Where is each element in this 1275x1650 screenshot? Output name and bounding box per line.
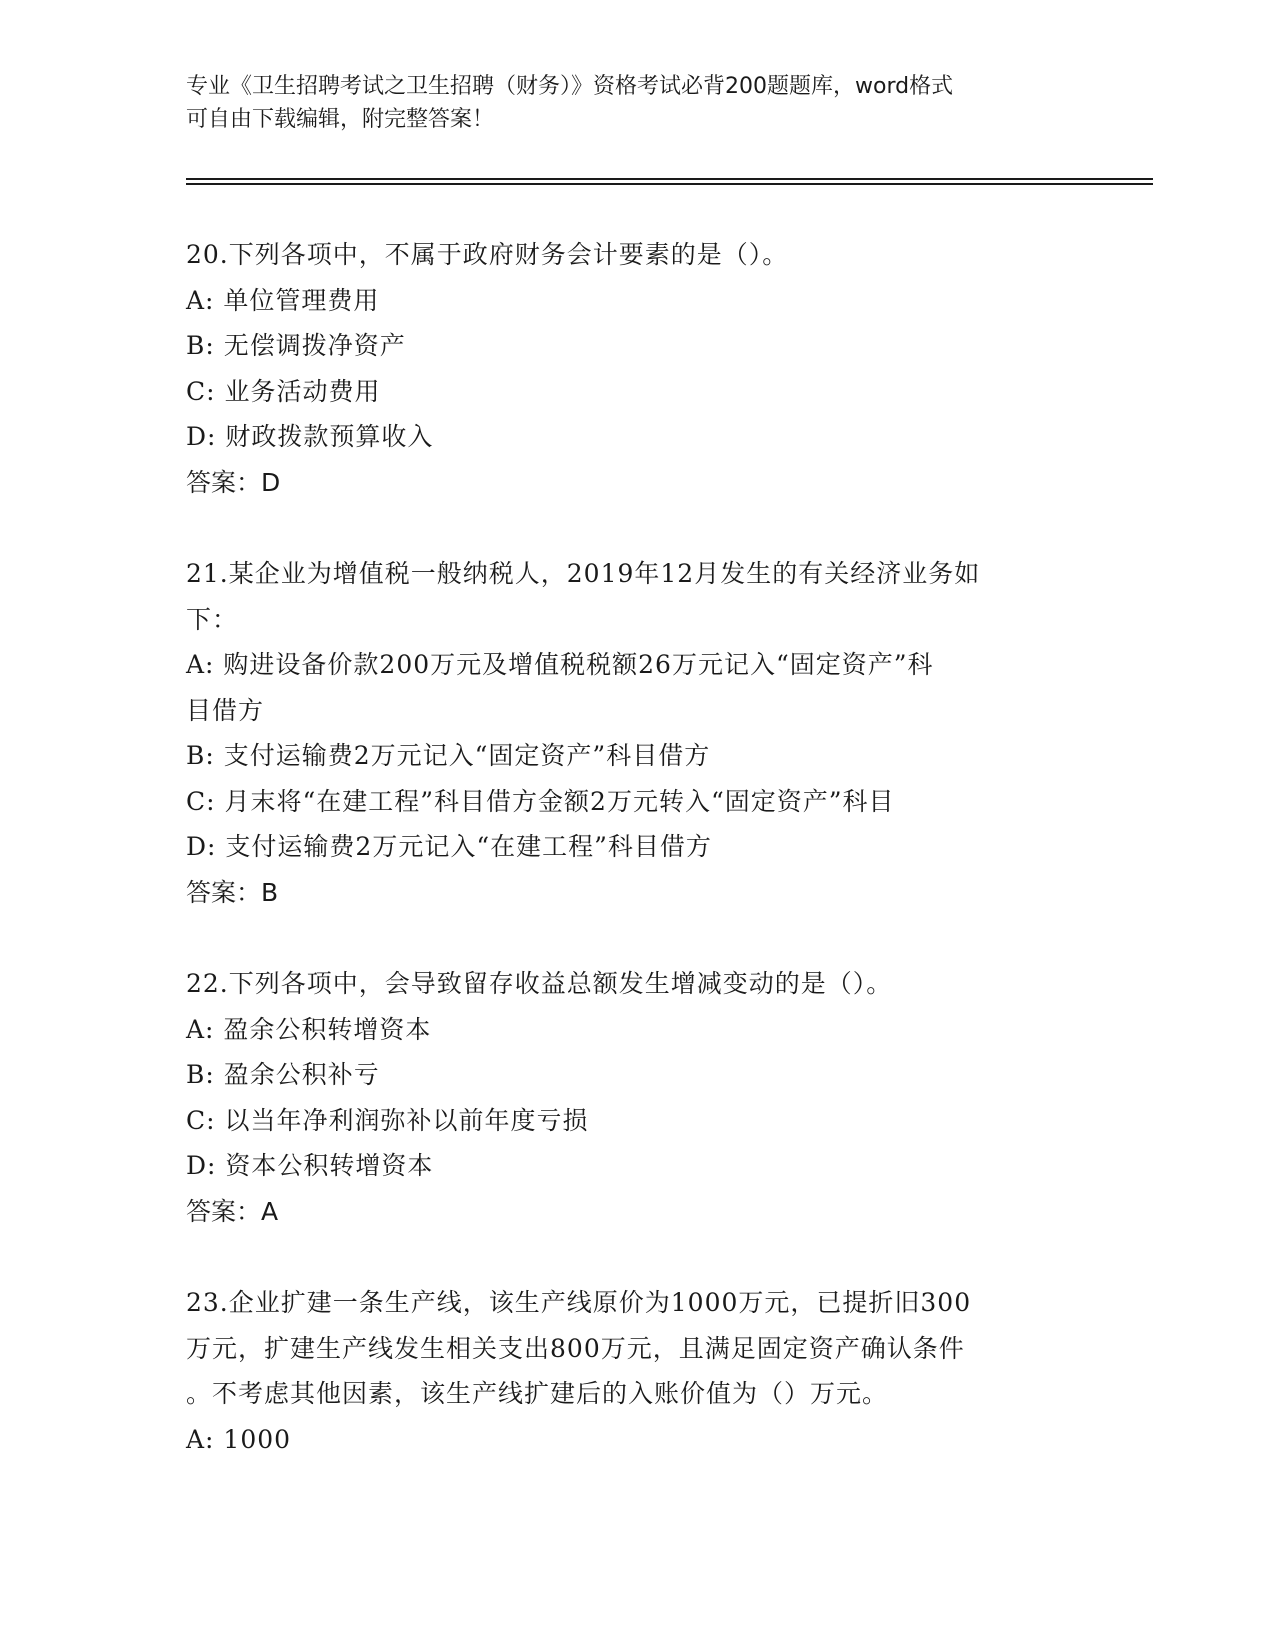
answer-option: A: 单位管理费用: [186, 285, 380, 315]
answer-option: A: 盈余公积转增资本: [186, 1014, 432, 1044]
answer-option: B: 支付运输费2万元记入“固定资产”科目借方: [186, 741, 711, 770]
question-item: [186, 232, 1066, 505]
question-text: 下：: [186, 604, 239, 634]
header-line-2: 可自由下载编辑，附完整答案！: [186, 107, 495, 132]
document-header: [186, 70, 1066, 136]
header-rule-top: [186, 178, 1153, 180]
header-line-1: 专业《卫生招聘考试之卫生招聘（财务）》资格考试必背200题题库，word格式: [186, 74, 954, 99]
answer-option: C: 月末将“在建工程”科目借方金额2万元转入“固定资产”科目: [186, 786, 895, 816]
answer-key: 答案：B: [186, 877, 279, 907]
header-rule-bottom: [186, 183, 1153, 185]
answer-option: A: 购进设备价款200万元及增值税税额26万元记入“固定资产”科: [186, 650, 934, 679]
answer-option: 目借方: [186, 695, 265, 725]
answer-option: C: 以当年净利润弥补以前年度亏损: [186, 1105, 589, 1135]
answer-option: B: 盈余公积补亏: [186, 1060, 380, 1089]
question-item: [186, 1280, 1066, 1462]
answer-option: C: 业务活动费用: [186, 376, 381, 406]
question-text: 万元，扩建生产线发生相关支出800万元，且满足固定资产确认条件: [186, 1333, 965, 1363]
question-text: 21.某企业为增值税一般纳税人，2019年12月发生的有关经济业务如: [186, 559, 981, 588]
question-list: [186, 232, 1066, 1508]
answer-key: 答案：A: [186, 1196, 279, 1226]
answer-option: D: 支付运输费2万元记入“在建工程”科目借方: [186, 832, 712, 861]
question-item: [186, 961, 1066, 1234]
answer-option: D: 财政拨款预算收入: [186, 422, 434, 451]
answer-option: B: 无偿调拨净资产: [186, 331, 406, 360]
answer-key: 答案：D: [186, 467, 281, 497]
answer-option: D: 资本公积转增资本: [186, 1151, 434, 1180]
question-text: 23.企业扩建一条生产线，该生产线原价为1000万元，已提折旧300: [186, 1288, 972, 1317]
question-text: 20.下列各项中，不属于政府财务会计要素的是（）。: [186, 240, 789, 269]
question-item: [186, 551, 1066, 915]
answer-option: A: 1000: [186, 1424, 292, 1454]
question-text: 22.下列各项中，会导致留存收益总额发生增减变动的是（）。: [186, 969, 893, 998]
question-text: 。不考虑其他因素，该生产线扩建后的入账价值为（）万元。: [186, 1379, 889, 1408]
